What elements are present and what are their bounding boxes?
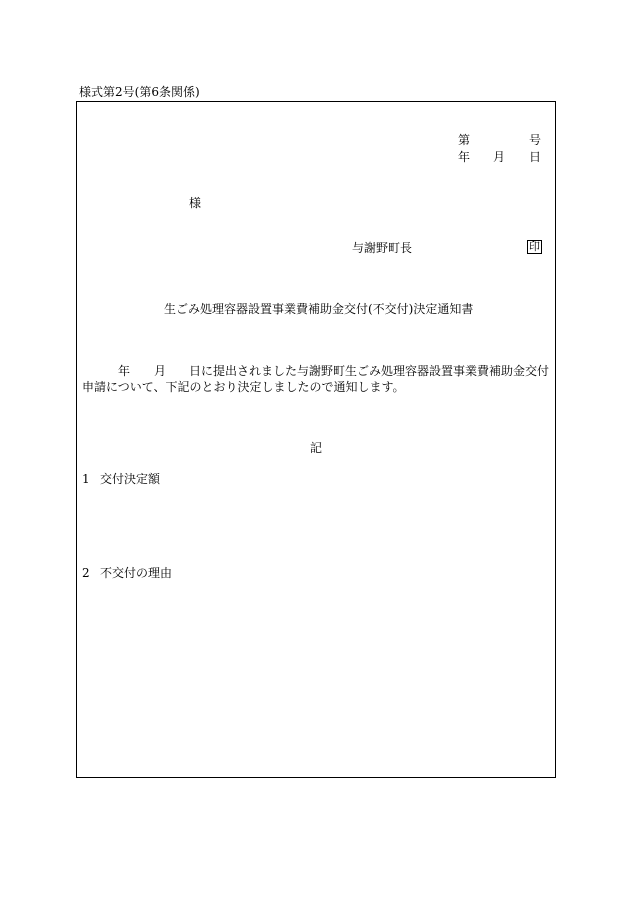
document-title: 生ごみ処理容器設置事業費補助金交付(不交付)決定通知書 — [164, 302, 474, 316]
seal-mark: 印 — [529, 240, 540, 253]
body-month-label: 月 — [154, 364, 167, 378]
list-item — [82, 567, 172, 579]
body-line-1 — [118, 365, 549, 377]
item-number: 2 — [82, 566, 90, 580]
recipient-honorific: 様 — [189, 196, 202, 210]
date-year-label: 年 — [458, 150, 471, 164]
body-line-1-text: 日に提出されました与謝野町生ごみ処理容器設置事業費補助金交付 — [189, 364, 550, 378]
document-frame — [76, 101, 556, 778]
body-year-label: 年 — [118, 364, 131, 378]
form-number-label: 様式第2号(第6条関係) — [79, 85, 200, 99]
document-number-suffix: 号 — [529, 133, 542, 147]
document-number-prefix: 第 — [458, 133, 471, 147]
ki-heading: 記 — [310, 441, 323, 455]
body-line-2: 申請について、下記のとおり決定しましたので通知します。 — [82, 380, 405, 394]
issuer-title: 与謝野町長 — [352, 241, 413, 255]
item-label: 不交付の理由 — [100, 566, 173, 580]
item-number: 1 — [82, 472, 90, 486]
date-month-label: 月 — [493, 150, 506, 164]
item-label: 交付決定額 — [100, 472, 161, 486]
date-day-label: 日 — [529, 150, 542, 164]
list-item — [82, 473, 160, 485]
